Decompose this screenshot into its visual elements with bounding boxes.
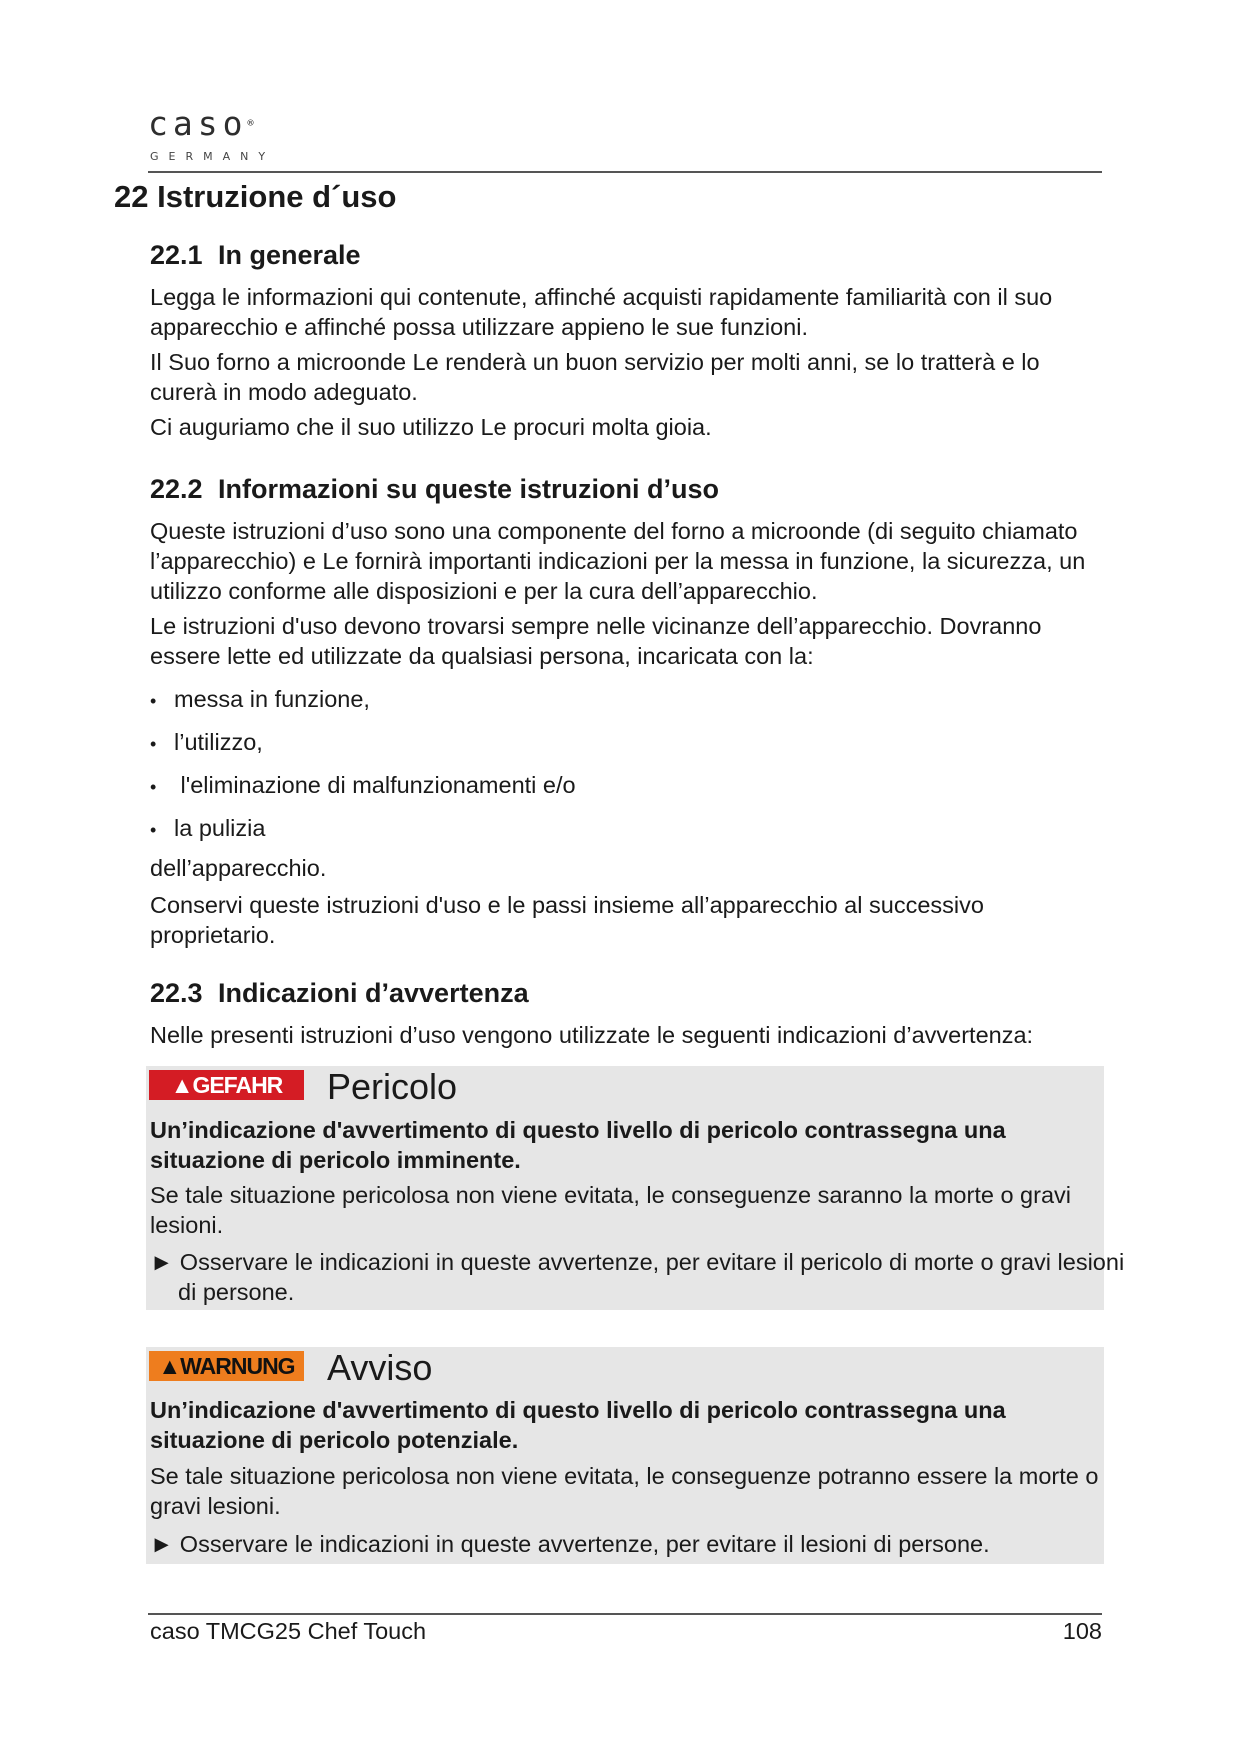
list-item: • l'eliminazione di malfunzionamenti e/o (150, 770, 576, 802)
footer-divider (148, 1613, 1102, 1615)
logo-wordmark: caso (148, 104, 248, 143)
bullet-icon: • (150, 691, 157, 711)
section-number: 22.1 (150, 240, 203, 270)
header-divider (148, 171, 1102, 173)
warning-consequence: Se tale situazione pericolosa non viene evitata, le conseguenze potranno essere la morte o gravi lesioni. (150, 1463, 1099, 1519)
paragraph: dell’apparecchio. (150, 855, 327, 881)
chapter-title: 22 Istruzione d´uso (114, 179, 397, 214)
section-title: In generale (218, 240, 361, 270)
warning-notice-box (146, 1347, 1104, 1564)
bullet-icon: • (150, 777, 157, 797)
paragraph: Il Suo forno a microonde Le renderà un buon servizio per molti anni, se lo tratterà e lo curerà in modo adeguato. (150, 349, 1040, 405)
list-item: • l’utilizzo, (150, 727, 263, 759)
paragraph: Conservi queste istruzioni d'uso e le passi insieme all’apparecchio al successivo proprietario. (150, 892, 984, 948)
warning-action: ► Osservare le indicazioni in queste avvertenze, per evitare il lesioni di persone. (150, 1531, 990, 1557)
paragraph: Queste istruzioni d’uso sono una componente del forno a microonde (di seguito chiamato l’apparecchio) e Le fornirà importanti indicazioni per la messa in funzione, la sicurezza, un utilizzo conforme alle disposizioni e per la cura dell’apparecchio. (150, 518, 1086, 604)
brand-logo (148, 106, 275, 163)
list-item: • messa in funzione, (150, 684, 370, 716)
section-title: Informazioni su queste istruzioni d’uso (218, 474, 720, 504)
section-title: Indicazioni d’avvertenza (218, 978, 529, 1008)
danger-definition: Un’indicazione d'avvertimento di questo livello di pericolo contrassegna una situazione di pericolo imminente. (150, 1117, 1006, 1173)
section-heading-about-instructions (150, 472, 719, 506)
list-item: • la pulizia (150, 813, 265, 845)
paragraph: Le istruzioni d'uso devono trovarsi sempre nelle vicinanze dell’apparecchio. Dovranno essere lette ed utilizzate da qualsiasi persona, incaricata con la: (150, 613, 1042, 669)
paragraph: Legga le informazioni qui contenute, affinché acquisti rapidamente familiarità con il suo apparecchio e affinché possa utilizzare appieno le sue funzioni. (150, 284, 1053, 340)
section-heading-warnings (150, 976, 529, 1010)
danger-badge: ▲GEFAHR (149, 1070, 304, 1100)
bullet-icon: • (150, 734, 157, 754)
danger-notice-box (146, 1066, 1125, 1310)
footer-product-name: caso TMCG25 Chef Touch (150, 1618, 427, 1644)
bullet-icon: • (150, 820, 157, 840)
paragraph: Nelle presenti istruzioni d’uso vengono utilizzate le seguenti indicazioni d’avvertenza: (150, 1022, 1034, 1048)
section-number: 22.3 (150, 978, 203, 1008)
section-heading-general (150, 238, 361, 272)
warning-title: Avviso (327, 1347, 433, 1388)
logo-registered-mark: ® (247, 118, 254, 129)
paragraph: Ci auguriamo che il suo utilizzo Le procuri molta gioia. (150, 414, 712, 440)
warning-definition: Un’indicazione d'avvertimento di questo livello di pericolo contrassegna una situazione di pericolo potenziale. (150, 1397, 1006, 1453)
danger-title: Pericolo (327, 1066, 458, 1107)
section-number: 22.2 (150, 474, 203, 504)
page-number: 108 (1062, 1618, 1102, 1644)
danger-consequence: Se tale situazione pericolosa non viene evitata, le conseguenze saranno la morte o gravi lesioni. (150, 1182, 1071, 1238)
warning-badge: ▲WARNUNG (149, 1351, 304, 1381)
danger-action: ► Osservare le indicazioni in queste avvertenze, per evitare il pericolo di morte o gravi lesioni di persone. (150, 1249, 1125, 1305)
logo-subtitle: GERMANY (150, 150, 276, 163)
